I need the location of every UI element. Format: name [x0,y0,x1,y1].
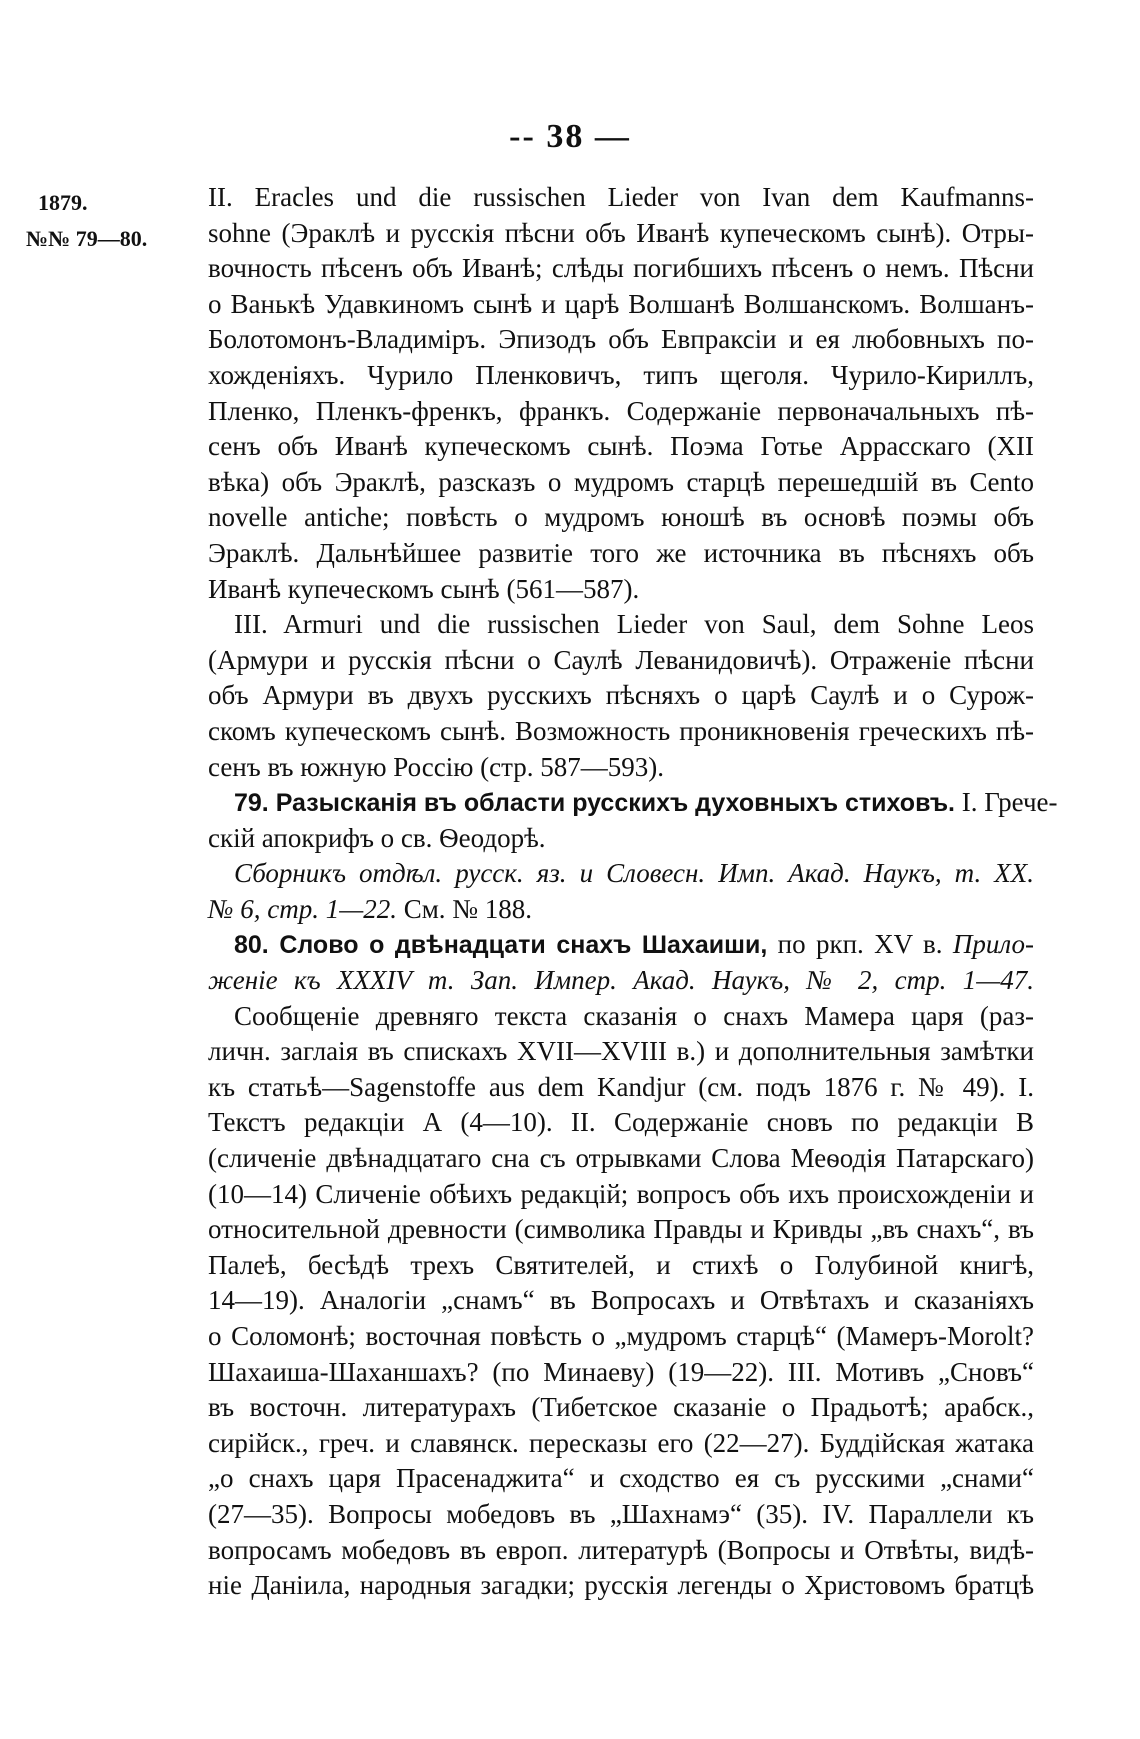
text-line: въ восточн. литературахъ (Тибетское сказаніе о Прадьотѣ; арабск., [208,1392,1034,1423]
text-line: относительной древности (символика Правды и Кривды „въ снахъ“, въ [208,1214,1034,1245]
manuscript-note: по ркп. XV в. [767,929,953,960]
text-line: къ статьѣ—Sagenstoffe aus dem Kandjur (см. подъ 1876 г. № 49). I. [208,1071,1034,1102]
text-line: личн. заглаія въ спискахъ XVII—XVIII в.) и дополнительныя замѣтки [208,1036,1034,1067]
margin-entry-numbers: №№ 79—80. [26,226,148,251]
text-line [208,927,1034,963]
citation-italic: Прило- [952,929,1035,960]
text-line: сенъ въ южную Россію (стр. 587—593). [208,751,665,782]
text-line: 14—19). Аналогіи „снамъ“ въ Вопросахъ и Отвѣтахъ и сказаніяхъ [208,1285,1034,1316]
text-line [208,785,1058,821]
text-line: Болотомонъ-Владиміръ. Эпизодъ объ Евпраксіи и ея любовныхъ по- [208,324,1034,355]
text-line: Сообщеніе древняго текста сказанія о снахъ Мамера царя (раз- [234,1000,1034,1031]
entry-title-80: 80. Слово о двѣнадцати снахъ Шахаиши, [234,931,768,960]
text-line: Эраклѣ. Дальнѣйшее развитіе того же источника въ пѣсняхъ объ [208,537,1034,568]
text-line: Шахаиша-Шаханшахъ? (по Минаеву) (19—22). III. Мотивъ „Сновъ“ [208,1356,1034,1387]
text-line: женіе къ XXXIV т. Зап. Импер. Акад. Наукъ, № 2, стр. 1—47. [208,965,1034,996]
text-line: sohne (Эраклѣ и русскія пѣсни объ Иванѣ купеческомъ сынѣ). Отры- [208,217,1034,248]
entry-number-79: 79. [234,789,276,818]
text-line: II. Eracles und die russischen Lieder von Ivan dem Kaufmanns- [208,182,1034,212]
text-line: (сличеніе двѣнадцатаго сна съ отрывками Слова Меѳодія Патарскаго) [208,1143,1034,1174]
text-line: novelle antiche; повѣсть о мудромъ юношѣ въ основѣ поэмы объ [208,502,1034,533]
text-line: о Ванькѣ Удавкиномъ сынѣ и царѣ Волшанѣ Волшанскомъ. Волшанъ- [208,288,1034,319]
text-line: вочность пѣсенъ объ Иванѣ; слѣды погибшихъ пѣсенъ о немъ. Пѣсни [208,253,1034,284]
page-number: -- 38 — [509,118,631,155]
cross-reference: См. № 188. [396,893,533,924]
body-text [208,180,1058,1604]
text-line: III. Armuri und die russischen Lieder von Saul, dem Sohne Leos [234,609,1034,640]
text-line: вѣка) объ Эраклѣ, разсказъ о мудромъ старцѣ перешедшій въ Cento [208,466,1034,497]
text-line: (Армури и русскія пѣсни о Саулѣ Леванидовичѣ). Отраженіе пѣсни [208,644,1034,675]
text-line: скій апокрифъ о св. Ѳеодорѣ. [208,822,546,853]
text-line: Пленко, Пленкъ-френкъ, франкъ. Содержаніе первоначальныхъ пѣ- [208,395,1034,426]
entry-title-79: Разысканія въ области русскихъ духовныхъ стиховъ. [275,789,955,818]
text-line: скомъ купеческомъ сынѣ. Возможность проникновенія греческихъ пѣ- [208,715,1034,746]
text-line: Сборникъ отдѣл. русск. яз. и Словесн. Имп. Акад. Наукъ, т. XX. [234,858,1034,889]
text-line: хожденіяхъ. Чурило Пленковичъ, типъ щеголя. Чурило-Кириллъ, [208,359,1034,390]
text-line: Иванѣ купеческомъ сынѣ (561—587). [208,573,640,604]
entry-title-rest: I. Грече- [955,787,1058,818]
citation-italic: № 6, стр. 1—22. [208,893,397,924]
text-line: ніе Даніила, народныя загадки; русскія легенды о Христовомъ братцѣ [208,1570,1034,1601]
text-line: Палеѣ, бесѣдѣ трехъ Святителей, и стихѣ о Голубиной книгѣ, [208,1249,1034,1280]
margin-year: 1879. [38,190,88,215]
text-line: объ Армури въ двухъ русскихъ пѣсняхъ о царѣ Саулѣ и о Сурож- [208,680,1034,711]
text-line: о Соломонѣ; восточная повѣсть о „мудромъ старцѣ“ (Мамеръ-Morolt? [208,1321,1034,1351]
text-line: сенъ объ Иванѣ купеческомъ сынѣ. Поэма Готье Аррасскаго (XII [208,431,1034,462]
text-line: Текстъ редакціи А (4—10). II. Содержаніе сновъ по редакціи В [208,1107,1034,1138]
text-line: „о снахъ царя Прасенаджита“ и сходство ея съ русскими „снами“ [208,1463,1034,1494]
text-line: (10—14) Сличеніе обѣихъ редакцій; вопросъ объ ихъ происхожденіи и [208,1178,1034,1209]
text-line: (27—35). Вопросы мобедовъ въ „Шахнамэ“ (35). IV. Параллели къ [208,1498,1034,1529]
text-line: вопросамъ мобедовъ въ европ. литературѣ (Вопросы и Отвѣты, видѣ- [208,1534,1034,1565]
text-line [208,892,1034,928]
text-line: сирійск., греч. и славянск. пересказы его (22—27). Буддійская жатака [208,1427,1034,1458]
